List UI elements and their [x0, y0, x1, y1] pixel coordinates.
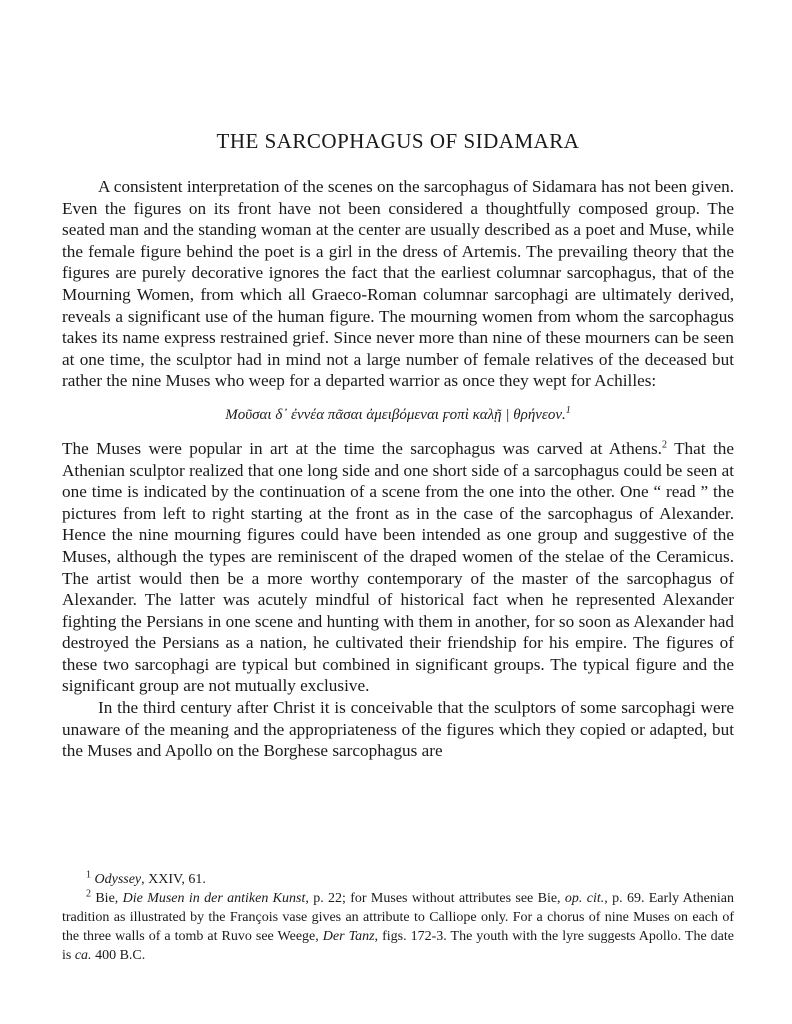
footnote-2-number: 2 — [86, 888, 91, 900]
footnote-2 — [62, 889, 734, 965]
footnote-2-work-title-1: Die Musen in der antiken Kunst — [122, 891, 306, 906]
footnote-2-text-e: 400 B.C. — [91, 948, 146, 963]
paragraph-2 — [62, 438, 734, 697]
footnote-2-ca: ca. — [74, 948, 92, 963]
footnote-1 — [62, 870, 734, 889]
paragraph-2-first-sentence: The Muses were popular in art at the time the sarcophagus was carved at Athens. — [62, 438, 662, 458]
footnote-2-text-d: , figs. 172-3. The youth with the lyre suggests Apollo. The date is — [62, 929, 734, 963]
footnote-1-work-title: Odyssey — [94, 872, 142, 887]
footnote-1-number: 1 — [86, 869, 91, 881]
footnotes — [62, 870, 734, 965]
page-body — [62, 128, 734, 762]
paragraph-1: A consistent interpretation of the scenes on the sarcophagus of Sidamara has not been given. Even the figures on its front have not been considered a thoughtfully composed group. The seated man and the standing woman at the center are usually described as a poet and Muse, while the female figure behind the poet is a girl in the dress of Artemis. The prevailing theory that the figures are purely decorative ignores the fact that the earliest columnar sarcophagus, that of the Mourning Women, from which all Graeco-Roman columnar sarcophagi are ultimately derived, reveals a significant use of the human figure. The mourning women from whom the sarcophagus takes its name express restrained grief. Since never more than nine of these mourners can be seen at one time, the sculptor had in mind not a large number of female relatives of the deceased but rather the nine Muses who weep for a departed warrior as once they wept for Achilles: — [62, 177, 734, 391]
page-title: THE SARCOPHAGUS OF SIDAMARA — [216, 129, 580, 153]
footnote-2-text-b: , p. 22; for Muses without attributes see Bie, — [305, 891, 565, 906]
footnote-ref-1[interactable]: 1 — [565, 404, 571, 416]
paragraph-2-rest: That the Athenian sculptor realized that one long side and one short side of a sarcophagus could be seen at one time is indicated by the continuation of a scene from the one into the other. One “ read ” the pictures from left to right starting at the front as in the case of the sarcophagus of Alexander. Hence the nine mourning figures could have been intended as one group and suggestive of the Muses, although the types are reminiscent of the draped women of the stelae of the Ceramicus. The artist would then be a more worthy contemporary of the master of the sarcophagus of Alexander. The latter was acutely mindful of historical fact when he represented Alexander fighting the Persians in one scene and hunting with them in another, for so soon as Alexander had destroyed the Persians as a nation, he cultivated their friendship for his empire. The figures of these two sarcophagi are typical but combined in significant groups. The typical figure and the significant group are not mutually exclusive. — [62, 438, 734, 696]
greek-quotation — [62, 404, 734, 426]
footnote-2-text-a: Bie, — [95, 891, 123, 906]
footnote-2-work-title-2: Der Tanz — [322, 929, 375, 944]
paragraph-3: In the third century after Christ it is conceivable that the sculptors of some sarcophagi were unaware of the meaning and the appropriateness of the figures which they copied or adapted, but the Muses and Apollo on the Borghese sarcophagus are — [62, 698, 734, 761]
greek-quotation-text: Μοῦσαι δ᾽ ἐννέα πᾶσαι ἀμειβόμεναι ϝοπὶ καλῇ | θρήνεον. — [225, 406, 566, 423]
footnote-ref-2[interactable]: 2 — [661, 439, 667, 451]
footnote-2-op-cit: op. cit. — [564, 891, 605, 906]
footnote-2-text-c: , p. 69. Early Athenian tradition as illustrated by the François vase gives an attribute to Calliope only. For a chorus of nine Muses on each of the three walls of a tomb at Ruvo see Weege, — [62, 891, 734, 944]
footnote-1-text: , XXIV, 61. — [141, 872, 206, 887]
